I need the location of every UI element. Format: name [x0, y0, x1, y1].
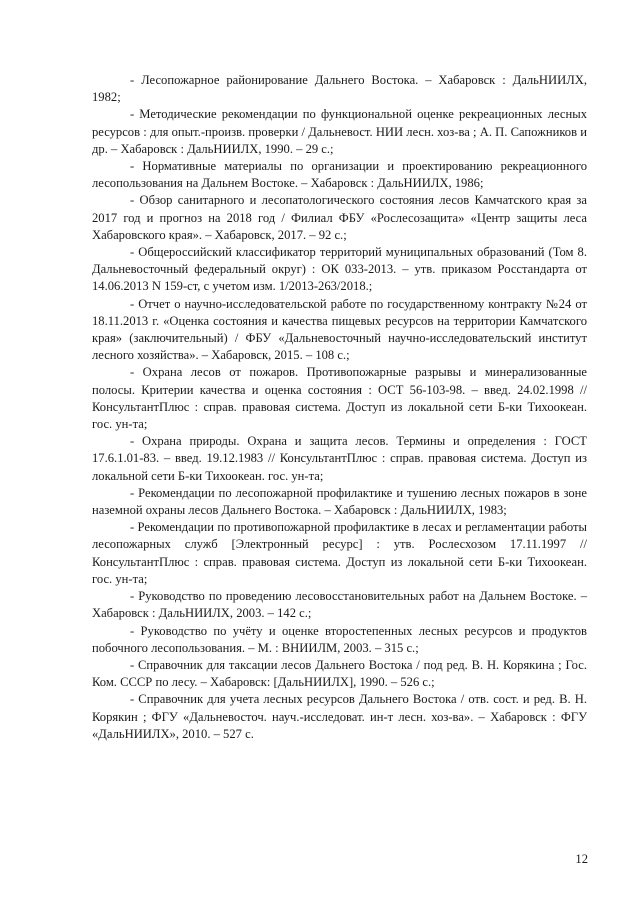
reference-list [92, 72, 587, 743]
reference-item-1: - Лесопожарное районирование Дальнего Востока. – Хабаровск : ДальНИИЛХ, 1982; [92, 73, 587, 105]
page-number: 12 [575, 852, 588, 866]
reference-item-10: - Рекомендации по противопожарной профилактике в лесах и регламентации работы лесопожарных служб [Электронный ресурс] : утв. Рослесхозом 17.11.1997 // КонсультантПлюс : справ. правовая система. Доступ из локальной сети Б-ки Тихоокеан. гос. ун-та; [92, 520, 587, 586]
reference-item-2: - Методические рекомендации по функциональной оценке рекреационных лесных ресурсов : для опыт.-произв. проверки / Дальневост. НИИ лесн. хоз-ва ; А. П. Сапожников и др. – Хабаровск : ДальНИИЛХ, 1990. – 29 с.; [92, 107, 587, 156]
reference-item-11: - Руководство по проведению лесовосстановительных работ на Дальнем Востоке. – Хабаровск : ДальНИИЛХ, 2003. – 142 с.; [92, 589, 587, 621]
reference-item-13: - Справочник для таксации лесов Дальнего Востока / под ред. В. Н. Корякина ; Гос. Ком. СССР по лесу. – Хабаровск: [ДальНИИЛХ], 1990. – 526 с.; [92, 657, 587, 690]
reference-item-9: - Рекомендации по лесопожарной профилактике и тушению лесных пожаров в зоне наземной охраны лесов Дальнего Востока. – Хабаровск : ДальНИИЛХ, 1983; [92, 485, 587, 518]
reference-item-12: - Руководство по учёту и оценке второстепенных лесных ресурсов и продуктов побочного лесопользования. – М. : ВНИИЛМ, 2003. – 315 с.; [92, 623, 587, 655]
reference-item-14: - Справочник для учета лесных ресурсов Дальнего Востока / отв. сост. и ред. В. Н. Корякин ; ФГУ «Дальневосточ. науч.-исследоват. ин-т лесн. хоз-ва». – Хабаровск : ФГУ «ДальНИИЛХ», 2010. – 527 с. [92, 692, 587, 741]
reference-item-4: - Обзор санитарного и лесопатологического состояния лесов Камчатского края за 2017 год и прогноз на 2018 год / Филиал ФБУ «Рослесозащита» «Центр защиты леса Хабаровского края». – Хабаровск, 2017. – 92 с.; [92, 193, 587, 242]
reference-item-5: - Общероссийский классификатор территорий муниципальных образований (Том 8. Дальневосточный федеральный округ) : ОК 033-2013. – утв. приказом Росстандарта от 14.06.2013 N 159-ст, с учетом изм. 1/2013-263/2018.; [92, 245, 587, 294]
reference-item-3: - Нормативные материалы по организации и проектированию рекреационного лесопользования на Дальнем Востоке. – Хабаровск : ДальНИИЛХ, 1986; [92, 159, 587, 191]
reference-item-8: - Охрана природы. Охрана и защита лесов. Термины и определения : ГОСТ 17.6.1.01-83. – введ. 19.12.1983 // КонсультантПлюс : справ. правовая система. Доступ из локальной сети Б-ки Тихоокеан. гос. ун-та; [92, 434, 587, 483]
reference-item-6: - Отчет о научно-исследовательской работе по государственному контракту №24 от 18.11.2013 г. «Оценка состояния и качества пищевых ресурсов на территории Камчатского края» (заключительный) / ФБУ «Дальневосточный научно-исследовательский институт лесного хозяйства». – Хабаровск, 2015. – 108 с.; [92, 296, 587, 363]
reference-item-7: - Охрана лесов от пожаров. Противопожарные разрывы и минерализованные полосы. Критерии качества и оценка состояния : ОСТ 56-103-98. – введ. 24.02.1998 // КонсультантПлюс : справ. правовая система. Доступ из локальной сети Б-ки Тихоокеан. гос. ун-та; [92, 365, 587, 432]
